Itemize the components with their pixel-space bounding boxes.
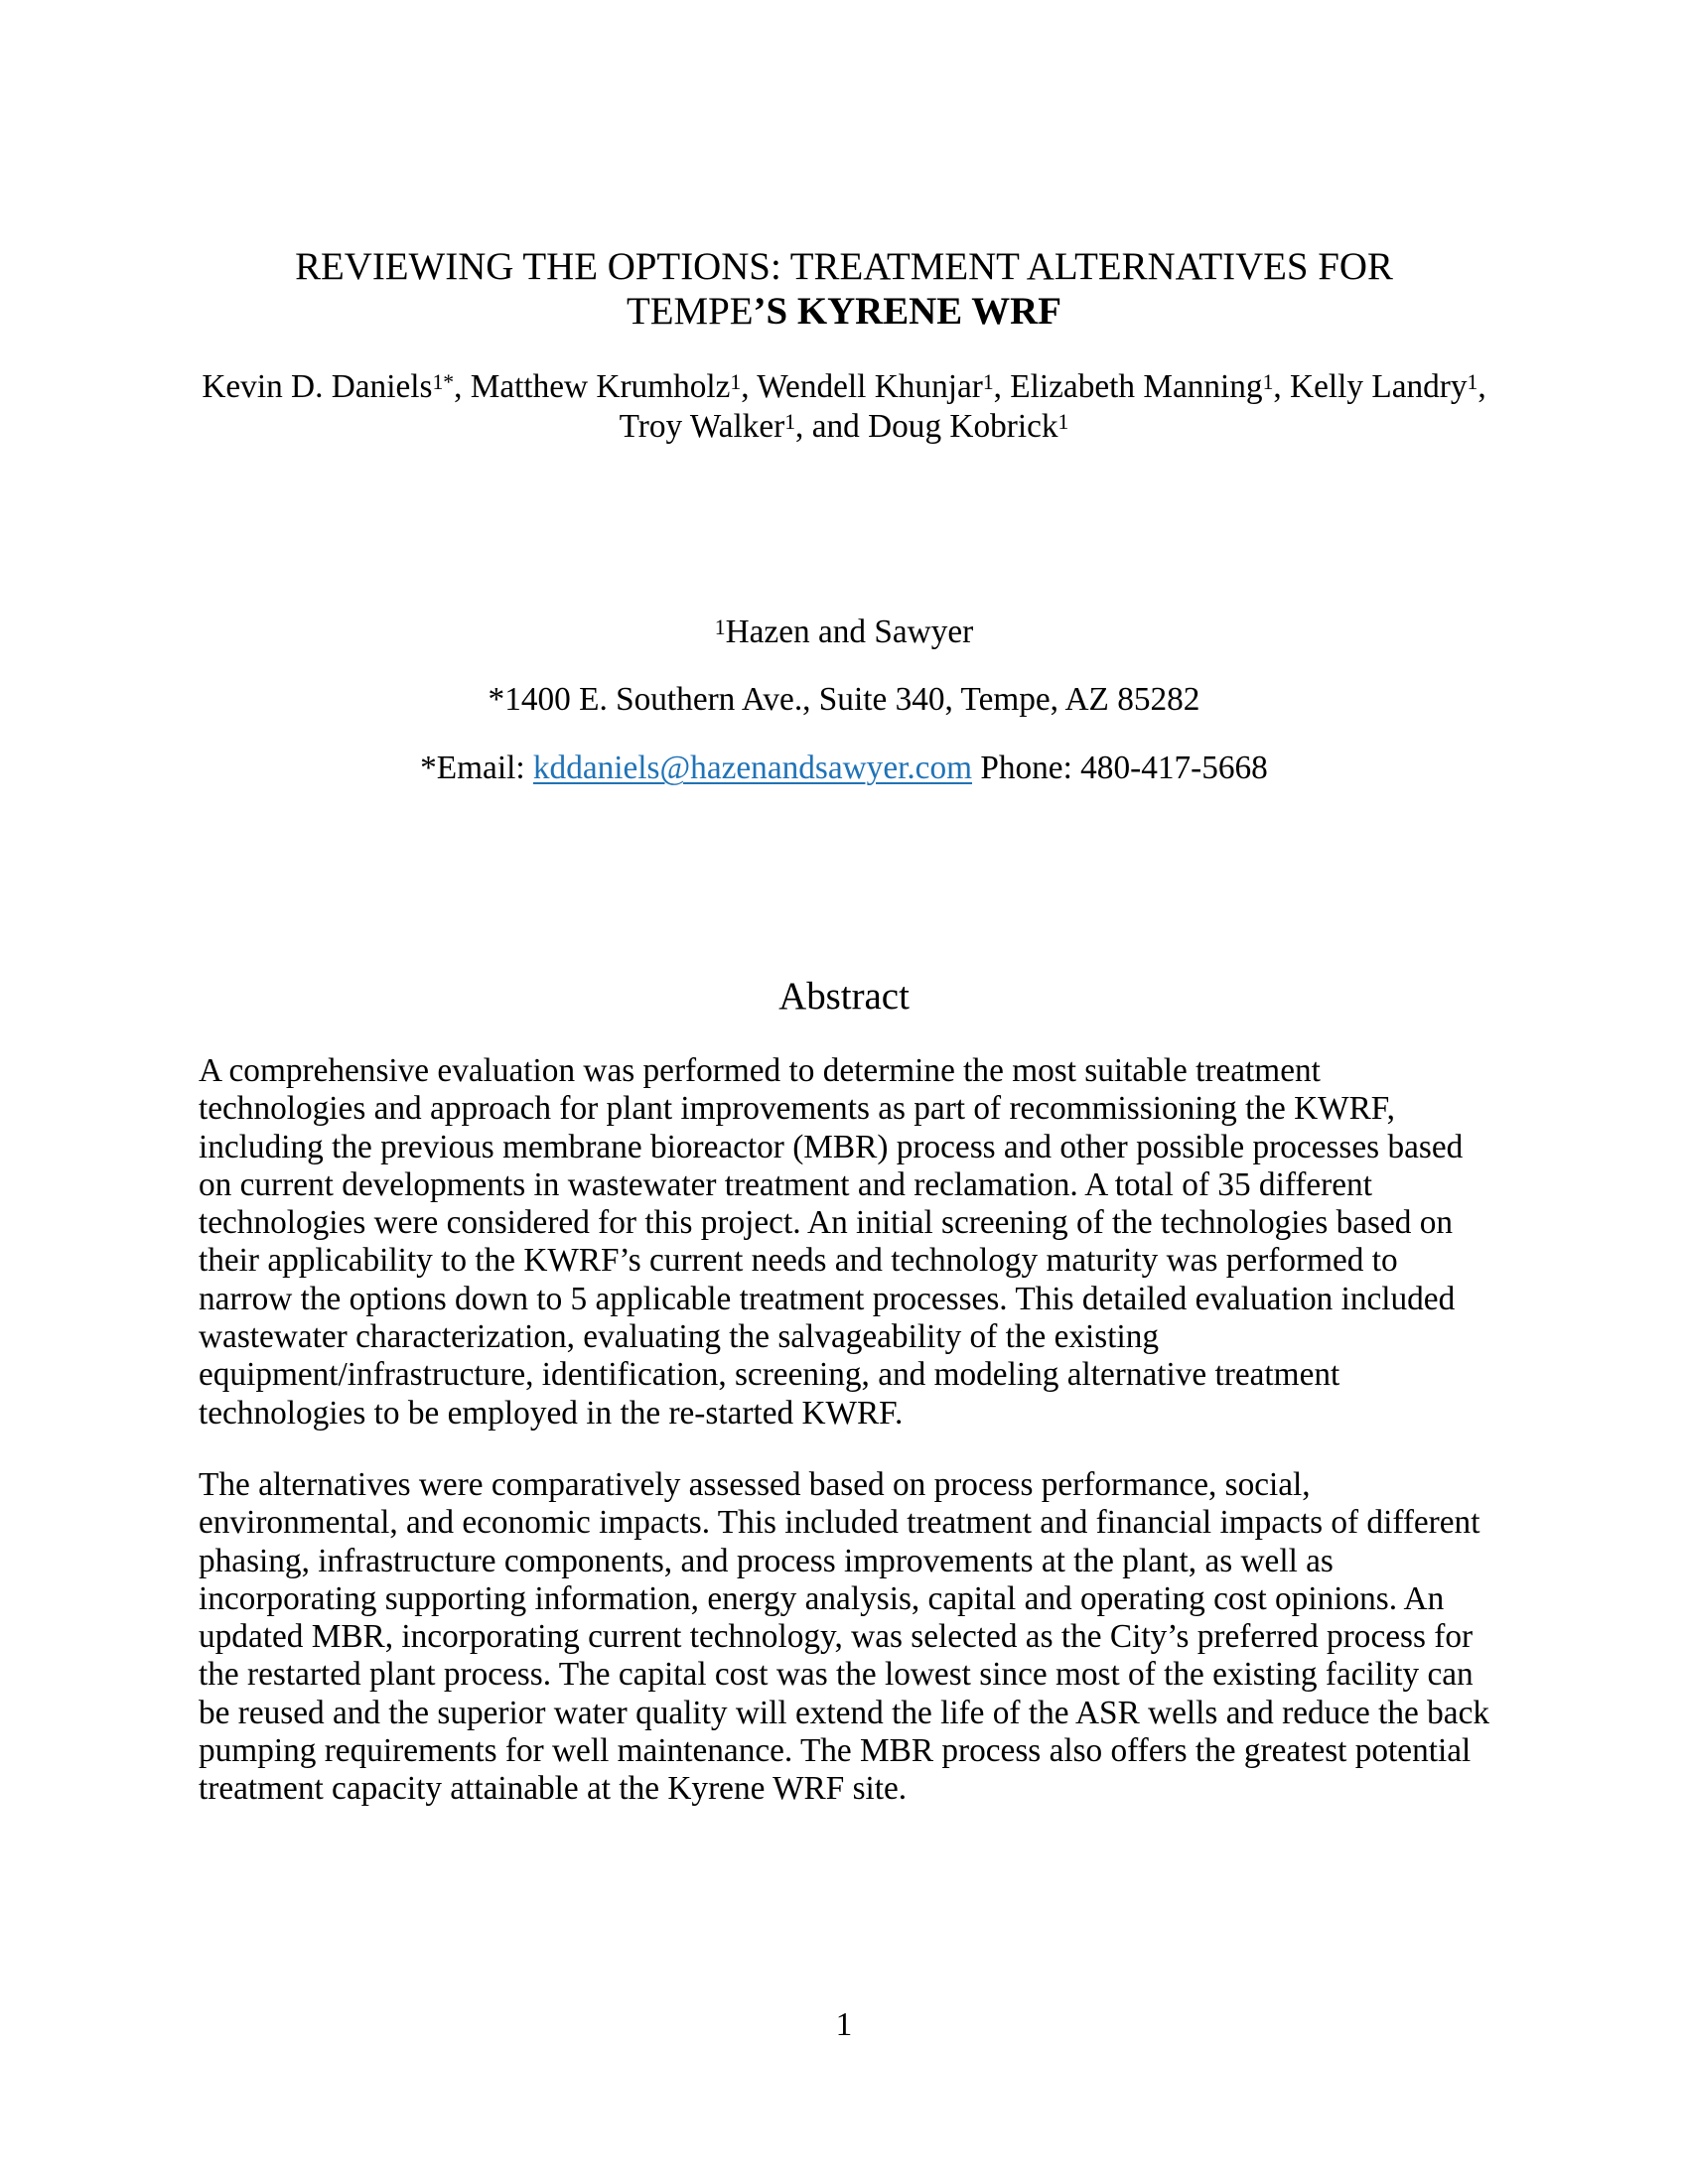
abstract-heading: Abstract — [778, 975, 910, 1018]
page-number: 1 — [835, 2006, 853, 2043]
email-link[interactable]: kddaniels@hazenandsawyer.com — [532, 750, 973, 786]
superscript-note: 1 — [982, 370, 994, 395]
authors-line-1: Kevin D. Daniels$^{1*}$, Matthew Krumholz$^1$, Wendell Khunjar$^1$, Elizabeth Manning$^1$, Kelly Landry$^1$, — [202, 368, 1486, 405]
authors-line-2: Troy Walker$^1$, and Doug Kobrick$^1$ — [619, 408, 1069, 445]
title-line-1: REVIEWING THE OPTIONS: TREATMENT ALTERNATIVES FOR — [295, 245, 1393, 288]
author-list — [199, 367, 1489, 447]
superscript-note: 1* — [432, 370, 455, 395]
superscript-note: 1 — [1262, 370, 1274, 395]
affiliation-address: *1400 E. Southern Ave., Suite 340, Tempe, AZ 85282 — [488, 681, 1200, 718]
title-line-2-bold: ’S KYRENE WRF — [753, 290, 1061, 333]
abstract-paragraph-2: The alternatives were comparatively assessed based on process performance, social, environmental, and economic impacts. This included treatment and financial impacts of different phasing, infrastructure components, and process improvements at the plant, as well as incorporating supporting information, energy analysis, capital and operating cost opinions. An updated MBR, incorporating current technology, was selected as the City’s preferred process for the restarted plant process. The capital cost was the lowest since most of the existing facility can be reused and the superior water quality will extend the life of the ASR wells and reduce the back pumping requirements for well maintenance. The MBR process also offers the greatest potential treatment capacity attainable at the Kyrene WRF site. — [199, 1466, 1490, 1808]
paper-title — [199, 244, 1489, 334]
phone-text: Phone: 480-417-5668 — [972, 750, 1268, 786]
superscript-note: 1 — [714, 615, 726, 640]
email-label: *Email: — [420, 750, 533, 786]
superscript-note: 1 — [1057, 410, 1069, 435]
title-line-2 — [199, 289, 1489, 334]
superscript-note: 1 — [1467, 370, 1478, 395]
affiliation: $^1$Hazen and Sawyer — [714, 614, 974, 650]
superscript-note: 1 — [730, 370, 742, 395]
abstract-paragraph-1: A comprehensive evaluation was performed to determine the most suitable treatment technologies and approach for plant improvements as part of recommissioning the KWRF, including the previous membrane bioreactor (MBR) process and other possible processes based on current developments in wastewater treatment and reclamation. A total of 35 different technologies were considered for this project. An initial screening of the technologies based on their applicability to the KWRF’s current needs and technology maturity was performed to narrow the options down to 5 applicable treatment processes. This detailed evaluation included wastewater characterization, evaluating the salvageability of the existing equipment/infrastructure, identification, screening, and modeling alternative treatment technologies to be employed in the re-started KWRF. — [199, 1052, 1464, 1432]
contact-line — [199, 750, 1489, 787]
superscript-note: 1 — [784, 410, 796, 435]
title-line-2-normal: TEMPE — [627, 290, 754, 333]
